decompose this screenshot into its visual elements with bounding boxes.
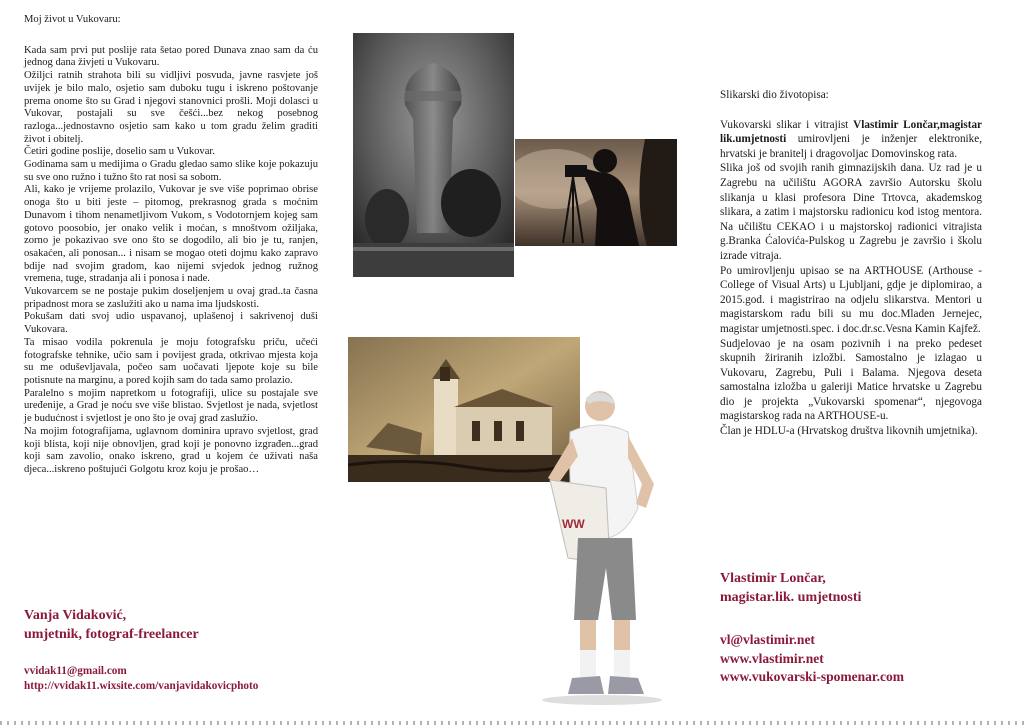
right-column (720, 88, 982, 439)
left-heading: Moj život u Vukovaru: (24, 14, 121, 25)
right-signature-title: magistar.lik. umjetnosti (720, 590, 862, 605)
left-contact (24, 664, 344, 694)
left-paragraph: Vukovarcem se ne postaje pukim doseljenjem u ovaj grad..ta časna pripadnost mora se zaslužiti ako u nama ima ljudskosti. (24, 286, 318, 310)
left-paragraph: Godinama sam u medijima o Gradu gledao samo slike koje pokazuju su sve ono ružno i tužno što rat nosi sa sobom. (24, 159, 318, 183)
right-email-link[interactable]: vl@vlastimir.net (720, 632, 815, 647)
left-paragraph: Pokušam dati svoj udio uspavanoj, uplašenoj i sakrivenoj duši Vukovara. (24, 311, 318, 336)
right-paragraph: Slika još od svojih ranih gimnazijskih dana. Uz rad je u Zagrebu na učilištu AGORA završio Autorsku školu slikanja u klasi profesora Dine Trtovca, akademskog slikara, a zatim i majstorsku radionicu kod istog mentora. Na učilištu CEKAO i u majstorskoj radionici vitrajista g.Branka Ćalovića-Pulskog u Zagrebu je završio i školu izrade vitraja. (720, 162, 982, 262)
left-paragraph: Ožiljci ratnih strahota bili su vidljivi posvuda, javne rasvjete još uvijek je bilo malo, osjetio sam duboku tugu i iskreno poštovanje prema onome što su Grad i njegovi stanovnici prošli. Moji dolasci u Vukovar, postajali su sve češći...bez nekog posebnog razloga...jednostavno osjetio sam kako u tom gradu želim graditi život i obitelj. (24, 70, 318, 145)
left-paragraph: Na mojim fotografijama, uglavnom dominira upravo svjetlost, grad koji blista, koji nije obnovljen, grad koji je ponovno izgrađen...grad koji sam zavolio, onako iskreno, grad u kojem će uživati naša djeca...iskreno poštujući Golgotu kroz koju je prošao… (24, 425, 318, 475)
right-heading: Slikarski dio životopisa: (720, 89, 829, 101)
left-paragraph: Kada sam prvi put poslije rata šetao pored Dunava znao sam da ću jednog dana živjeti u Vukovaru. (24, 44, 318, 69)
left-signature-title: umjetnik, fotograf-freelancer (24, 627, 199, 642)
intro-text-end: umirovljeni je inženjer elektronike, hrvatski je branitelj i dragovoljac Domovinskog rata. (720, 133, 982, 160)
right-paragraph: Član je HDLU-a (Hrvatskog društva likovnih umjetnika). (720, 425, 978, 438)
right-website-link[interactable]: www.vlastimir.net (720, 650, 824, 666)
artist-name-bold: Vlastimir Lončar,magistar lik.umjetnosti (720, 118, 983, 146)
bottom-divider (0, 721, 1024, 725)
left-column (24, 14, 318, 477)
right-contact (720, 631, 1010, 687)
right-website-link[interactable]: www.vukovarski-spomenar.com (720, 669, 905, 684)
right-signature (720, 569, 1000, 607)
right-paragraph: Po umirovljenju upisao se na ARTHOUSE (Arthouse - College of Visual Arts) u Ljubljani, gdje je diplomirao, a 2015.god. i magistrirao na odjelu slikarstva. Mentori u magistarskom radu bili su mu doc.Mladen Jernejec, magistar umjetnosti.spec. i doc.dr.sc.Vesna Kamin Kajfež. (720, 264, 982, 335)
left-email-link[interactable]: vvidak11@gmail.com (24, 665, 127, 677)
left-paragraph: Ali, kako je vrijeme prolazilo, Vukovar je sve više poprimao obrise onoga što u biti jeste – pitomog, prekrasnog grada s moćnim Dunavom i tihom nenametljivom Vukom, s Vodotornjem kojeg sam gotovo poosobio, jer onako velik i moćan, s mnoštvom ožiljaka, zorno je pokazivao sve ono što se dogodilo, ali bio je tu, ranjen, osakaćen, ali ponosan... i nisam se mogao oteti dojmu kako zapravo bdije nad svojim gradom, kao nijemi svjedok jednog ružnog vremena, tuge, stradanja ali i ponosa i nade. (24, 184, 318, 285)
left-website-link[interactable]: http://vvidak11.wixsite.com/vanjavidakovicphoto (24, 680, 259, 692)
photographer-silhouette-photo (515, 139, 677, 246)
right-signature-name: Vlastimir Lončar, (720, 571, 826, 586)
left-paragraph: Ta misao vodila pokrenula je moju fotografsku priču, učeći fotografske tehnike, učio sam i povijest grada, otkrivao mjesta koja su me oduševljavala, počeo sam uočavati ljepote koje su bile potisnute na marginu, a pored kojih sam do tada samo prolazio. (24, 336, 318, 386)
left-signature (24, 606, 324, 644)
left-paragraph: Paralelno s mojim napretkom u fotografiji, ulice su postajale sve uređenije, a Grad je noću sve više blistao. Svjetlost je nada, svjetlost je budućnost i svjetlost je ono što je ovaj grad zaslužio. (24, 387, 318, 425)
man-with-bag-photo (528, 388, 676, 706)
right-intro (720, 118, 982, 162)
svg-text:WW: WW (562, 517, 585, 531)
right-paragraph: Sudjelovao je na osam pozivnih i na preko pedeset skupnih žiriranih izložbi. Samostalno je izlagao u Vukovaru, Zagrebu, Puli i Balama. Njegova deseta samostalna izložba u galeriji Matice hrvatske u Zagrebu dio je projekta „Vukovarski spomenar“, njegovoga magistarskog rada na ARTHOUSE-u. (720, 337, 982, 423)
left-signature-name: Vanja Vidaković, (24, 608, 127, 623)
intro-text: Vukovarski slikar i vitrajist (720, 118, 854, 131)
left-paragraph: Četiri godine poslije, doselio sam u Vukovar. (24, 146, 216, 158)
water-tower-photo (353, 33, 514, 277)
